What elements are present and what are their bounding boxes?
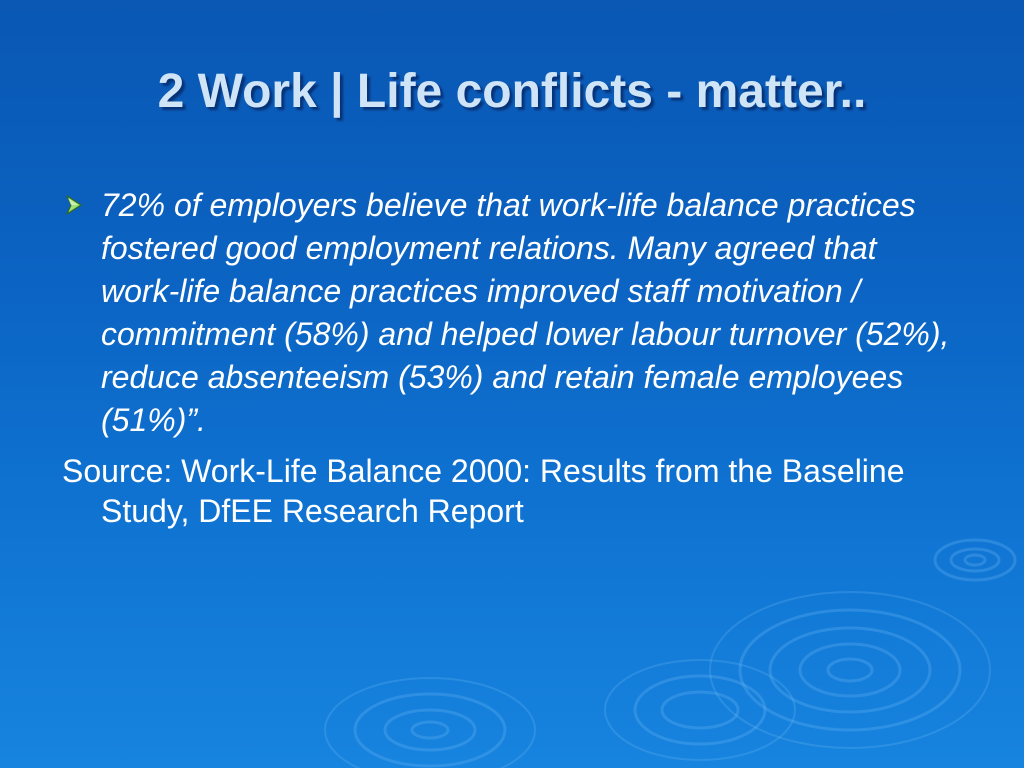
slide-content	[62, 184, 962, 531]
arrow-bullet-icon	[64, 194, 84, 216]
slide-title: 2 Work | Life conflicts - matter..	[157, 65, 867, 118]
bullet-text: 72% of employers believe that work-life balance practices fostered good employment relations. Many agreed that work-life balance practices improved staff motivation / commitment (58%) and helped lower labour turnover (52%), reduce absenteeism (53%) and retain female employees (51%)”.	[101, 187, 950, 438]
source-citation: Source: Work-Life Balance 2000: Results from the Baseline Study, DfEE Research Report	[62, 453, 905, 529]
bullet-item	[62, 184, 962, 442]
